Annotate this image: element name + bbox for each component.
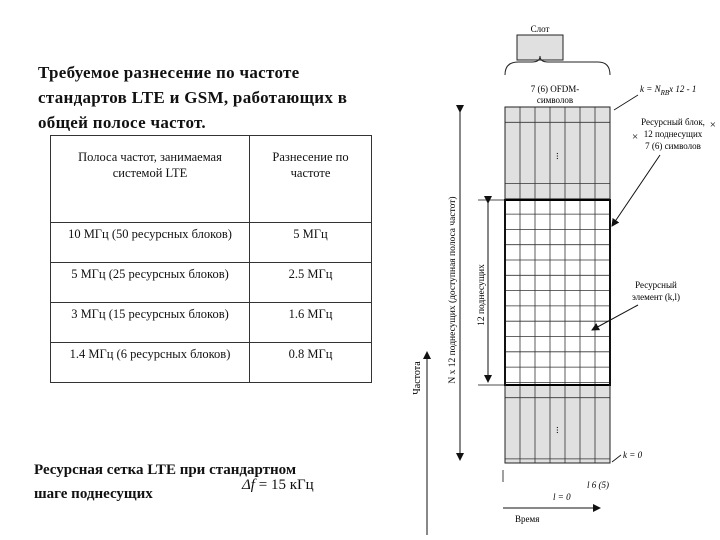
resource-element-label: Ресурсный <box>635 280 677 290</box>
caption-line: Ресурсная сетка LTE при стандартном <box>34 462 297 478</box>
k-top-main: k = N <box>640 84 661 94</box>
cell-band: 5 МГц (25 ресурсных блоков) <box>51 263 250 303</box>
k0-label: k = 0 <box>623 450 643 460</box>
resource-block-label: Ресурсный блок, <box>641 117 705 127</box>
cell-spacing: 0.8 МГц <box>250 343 372 383</box>
title-line: общей полосе частот. <box>38 113 206 132</box>
title-line: стандартов LTE и GSM, работающих в <box>38 88 348 107</box>
ofdm-label-2: символов <box>536 95 574 105</box>
multiply-mark: × <box>632 131 639 143</box>
table-row <box>51 343 372 383</box>
resource-block-arrow <box>612 155 660 226</box>
cell-spacing: 2.5 МГц <box>250 263 372 303</box>
time-axis-label: Время <box>515 514 540 524</box>
k-top-sub: RB <box>660 89 670 97</box>
frequency-axis-label: Частота <box>412 361 423 395</box>
cell-band: 10 МГц (50 ресурсных блоков) <box>51 223 250 263</box>
k-top-label <box>640 84 696 97</box>
dots-top: ... <box>550 152 561 160</box>
bandwidth-label: N x 12 поднесущих (доступная полоса частот) <box>448 196 458 384</box>
k0-leader <box>612 455 621 462</box>
ofdm-label: 7 (6) OFDM- <box>530 84 580 94</box>
grid-band-bottom <box>505 385 610 463</box>
header-band: Полоса частот, занимаемая системой LTE <box>51 136 250 223</box>
formula-value: = 15 кГц <box>258 477 314 493</box>
multiply-mark: × <box>709 119 716 131</box>
l-end-label: l 6 (5) <box>587 480 609 490</box>
resource-block-label-2: 12 поднесущих <box>643 129 703 139</box>
resource-block <box>505 200 610 385</box>
subcarrier-spacing-formula <box>242 477 314 494</box>
dots-bottom: ... <box>550 426 561 434</box>
cell-band: 1.4 МГц (6 ресурсных блоков) <box>51 343 250 383</box>
k-top-leader <box>614 95 638 110</box>
spacing-table <box>50 135 372 383</box>
cell-band: 3 МГц (15 ресурсных блоков) <box>51 303 250 343</box>
l0-label: l = 0 <box>553 492 571 502</box>
slot-label: Слот <box>530 24 550 34</box>
lte-resource-grid-diagram <box>405 0 720 540</box>
resource-element-label-2: элемент (k,l) <box>631 292 681 302</box>
subcarriers-label: 12 поднесущих <box>477 264 487 326</box>
cell-spacing: 1.6 МГц <box>250 303 372 343</box>
header-spacing: Разнесение по частоте <box>250 136 372 223</box>
k-top-rest: x 12 - 1 <box>669 84 697 94</box>
cell-spacing: 5 МГц <box>250 223 372 263</box>
caption-line: шаге поднесущих <box>34 486 153 502</box>
title-line: Требуемое разнесение по частоте <box>38 63 300 82</box>
delta-f-symbol: Δf <box>242 477 255 493</box>
resource-block-label-3: 7 (6) символов <box>645 141 701 151</box>
table-header-row <box>51 136 372 223</box>
table-row <box>51 263 372 303</box>
slide-title <box>38 60 418 135</box>
table-row <box>51 303 372 343</box>
table-row <box>51 223 372 263</box>
